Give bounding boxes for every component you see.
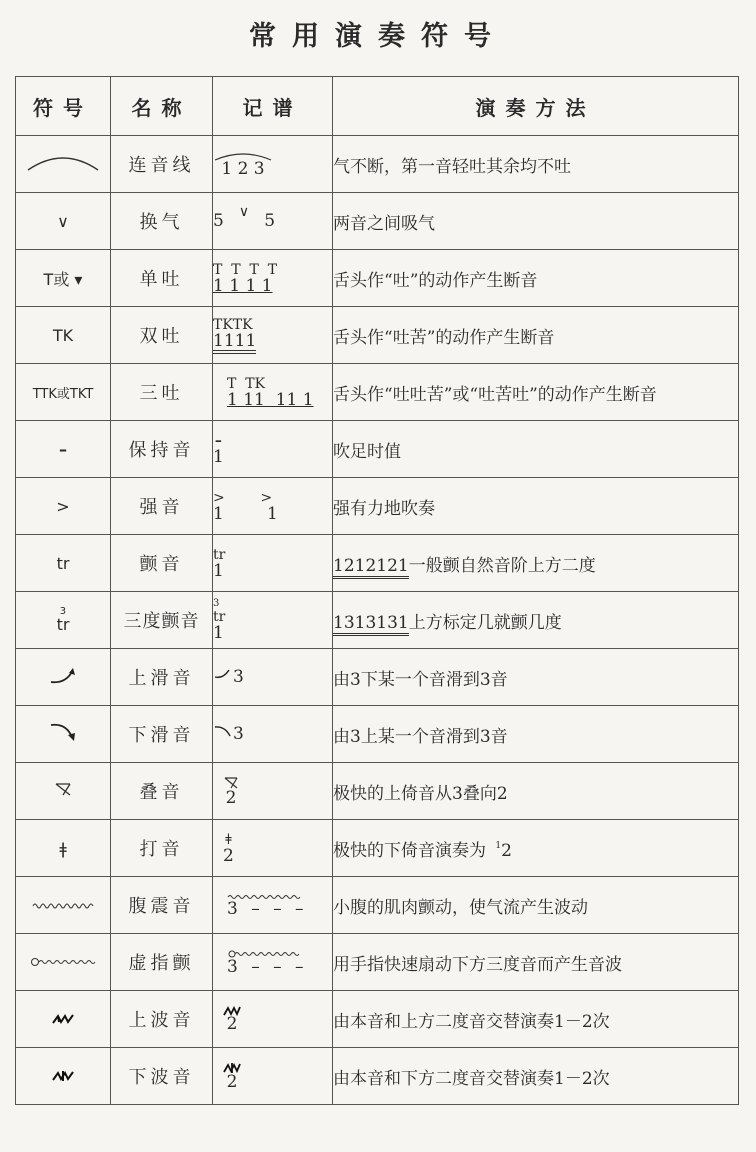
method-cell: 由本音和上方二度音交替演奏1－2次 xyxy=(333,991,739,1048)
notation-cell xyxy=(213,706,333,763)
name-cell: 叠音 xyxy=(111,763,213,820)
notation-cell xyxy=(213,649,333,706)
name-cell: 打音 xyxy=(111,820,213,877)
notation-text: 1 1 xyxy=(213,504,278,524)
name-cell: 下滑音 xyxy=(111,706,213,763)
notation-cell xyxy=(213,136,333,193)
table-row xyxy=(16,136,739,193)
method-cell: 两音之间吸气 xyxy=(333,193,739,250)
symbol-cell xyxy=(16,763,111,820)
notation-top: ǂ xyxy=(225,832,232,848)
table-row xyxy=(16,592,739,649)
notation-text: 3 xyxy=(233,667,244,687)
symbol-cell: TK xyxy=(16,307,111,364)
symbol-cell: tr xyxy=(16,535,111,592)
notation-text: 1 11 11 1 xyxy=(227,390,314,410)
symbol-cell: ∨ xyxy=(16,193,111,250)
table-row xyxy=(16,991,739,1048)
notation-cell xyxy=(213,820,333,877)
notation-text: 1 2 3 xyxy=(221,159,265,179)
lower-mordent-icon xyxy=(52,1070,74,1082)
method-cell: 吹足时值 xyxy=(333,421,739,478)
header-name: 名称 xyxy=(111,77,213,136)
notation-cell xyxy=(213,250,333,307)
table-row xyxy=(16,763,739,820)
symbol-cell xyxy=(16,877,111,934)
notation-text: 1 xyxy=(213,623,224,643)
symbol-cell xyxy=(16,649,111,706)
table-row xyxy=(16,706,739,763)
notation-cell xyxy=(213,1048,333,1105)
name-cell: 颤音 xyxy=(111,535,213,592)
notation-top: tr xyxy=(213,609,226,625)
glide-up-mark-icon xyxy=(213,667,233,681)
method-cell: 由3下某一个音滑到3音 xyxy=(333,649,739,706)
table-row xyxy=(16,1048,739,1105)
notation-cell xyxy=(213,421,333,478)
method-cell: 由本音和下方二度音交替演奏1－2次 xyxy=(333,1048,739,1105)
symbol-cell: TTK或TKT xyxy=(16,364,111,421)
glide-up-icon xyxy=(48,664,78,686)
symbol-cell: T或 ▾ xyxy=(16,250,111,307)
notation-cell xyxy=(213,535,333,592)
header-notation: 记谱 xyxy=(213,77,333,136)
notation-text: 1111 xyxy=(213,333,256,354)
notation-cell xyxy=(213,478,333,535)
name-cell: 上波音 xyxy=(111,991,213,1048)
method-grace: 1 xyxy=(495,840,502,851)
method-cell: 强有力地吹奏 xyxy=(333,478,739,535)
symbol-text: tr xyxy=(56,615,70,634)
notation-top: > > xyxy=(213,490,273,506)
table-row xyxy=(16,877,739,934)
method-cell xyxy=(333,820,739,877)
method-text: 一般颤自然音阶上方二度 xyxy=(408,555,596,576)
header-method: 演奏方法 xyxy=(333,77,739,136)
symbol-cell: – xyxy=(16,421,111,478)
notation-text: 1 1 1 1 xyxy=(213,276,273,296)
upper-mordent-icon xyxy=(52,1013,74,1025)
table-row xyxy=(16,478,739,535)
method-cell: 舌头作“吐”的动作产生断音 xyxy=(333,250,739,307)
table-row xyxy=(16,421,739,478)
notation-top-small: 3 xyxy=(213,598,220,609)
symbol-cell xyxy=(16,136,111,193)
name-cell: 三度颤音 xyxy=(111,592,213,649)
name-cell: 上滑音 xyxy=(111,649,213,706)
name-cell: 连音线 xyxy=(111,136,213,193)
notation-cell xyxy=(213,364,333,421)
page-title: 常用演奏符号 xyxy=(249,21,507,52)
name-cell: 腹震音 xyxy=(111,877,213,934)
notation-b: 5 xyxy=(264,211,276,231)
method-prefix: 1313131 xyxy=(333,613,409,636)
notation-cell xyxy=(213,763,333,820)
notation-top: – xyxy=(214,433,222,449)
notation-a: 5 xyxy=(213,211,224,231)
name-cell: 虚指颤 xyxy=(111,934,213,991)
symbol-top: 3 xyxy=(59,606,67,617)
table-row xyxy=(16,934,739,991)
method-cell: 舌头作“吐苦”的动作产生断音 xyxy=(333,307,739,364)
symbol-table xyxy=(15,76,739,1105)
name-cell: 三吐 xyxy=(111,364,213,421)
method-cell: 气不断，第一音轻吐其余均不吐 xyxy=(333,136,739,193)
notation-top: T TK xyxy=(227,376,266,392)
breath-mark: ∨ xyxy=(238,204,250,220)
notation-cell xyxy=(213,877,333,934)
notation-top: T T T T xyxy=(213,262,278,278)
table-header-row xyxy=(16,77,739,136)
glide-down-mark-icon xyxy=(213,724,233,738)
table-row xyxy=(16,820,739,877)
notation-text: 3 xyxy=(233,724,244,744)
method-cell: 小腹的肌肉颤动，使气流产生波动 xyxy=(333,877,739,934)
notation-text: 1 xyxy=(213,561,224,581)
symbol-cell xyxy=(16,592,111,649)
notation-cell xyxy=(213,934,333,991)
symbol-cell xyxy=(16,991,111,1048)
table-row xyxy=(16,307,739,364)
method-prefix: 1212121 xyxy=(333,556,409,579)
slur-arc-icon xyxy=(26,152,100,172)
notation-text: 3 – – – xyxy=(227,899,308,919)
method-cell: 舌头作“吐吐苦”或“吐苦吐”的动作产生断音 xyxy=(333,364,739,421)
symbol-cell xyxy=(16,934,111,991)
method-cell xyxy=(333,592,739,649)
method-cell: 由3上某一个音滑到3音 xyxy=(333,706,739,763)
symbol-cell xyxy=(16,1048,111,1105)
name-cell: 换气 xyxy=(111,193,213,250)
name-cell: 单吐 xyxy=(111,250,213,307)
notation-text: 2 xyxy=(223,846,234,866)
name-cell: 下波音 xyxy=(111,1048,213,1105)
vibrato-wave-icon xyxy=(32,901,94,911)
mordent-fold-icon xyxy=(54,781,72,797)
notation-cell xyxy=(213,991,333,1048)
notation-text: 2 xyxy=(226,1072,238,1092)
notation-text: 2 xyxy=(226,1014,238,1034)
method-tail: 2 xyxy=(501,840,512,861)
header-symbol: 符号 xyxy=(16,77,111,136)
method-text: 上方标定几就颤几度 xyxy=(408,612,562,633)
notation-text: 3 – – – xyxy=(227,957,308,977)
notation-text: 1 xyxy=(213,447,224,467)
table-row xyxy=(16,364,739,421)
table-row xyxy=(16,535,739,592)
table-row xyxy=(16,649,739,706)
notation-cell xyxy=(213,307,333,364)
method-text: 极快的下倚音演奏为 xyxy=(333,840,486,861)
table-row xyxy=(16,193,739,250)
name-cell: 双吐 xyxy=(111,307,213,364)
table-row xyxy=(16,250,739,307)
symbol-cell xyxy=(16,706,111,763)
notation-cell xyxy=(213,592,333,649)
symbol-cell: ǂ xyxy=(16,820,111,877)
notation-top: tr xyxy=(213,547,226,563)
name-cell: 保持音 xyxy=(111,421,213,478)
method-cell: 用手指快速扇动下方三度音而产生音波 xyxy=(333,934,739,991)
notation-top: TKTK xyxy=(213,316,253,333)
glide-down-icon xyxy=(48,720,78,744)
name-cell: 强音 xyxy=(111,478,213,535)
symbol-cell: > xyxy=(16,478,111,535)
method-cell: 极快的上倚音从3叠向2 xyxy=(333,763,739,820)
method-cell xyxy=(333,535,739,592)
notation-text: 2 xyxy=(225,788,237,808)
notation-cell xyxy=(213,193,333,250)
finger-vibrato-icon xyxy=(30,956,96,968)
